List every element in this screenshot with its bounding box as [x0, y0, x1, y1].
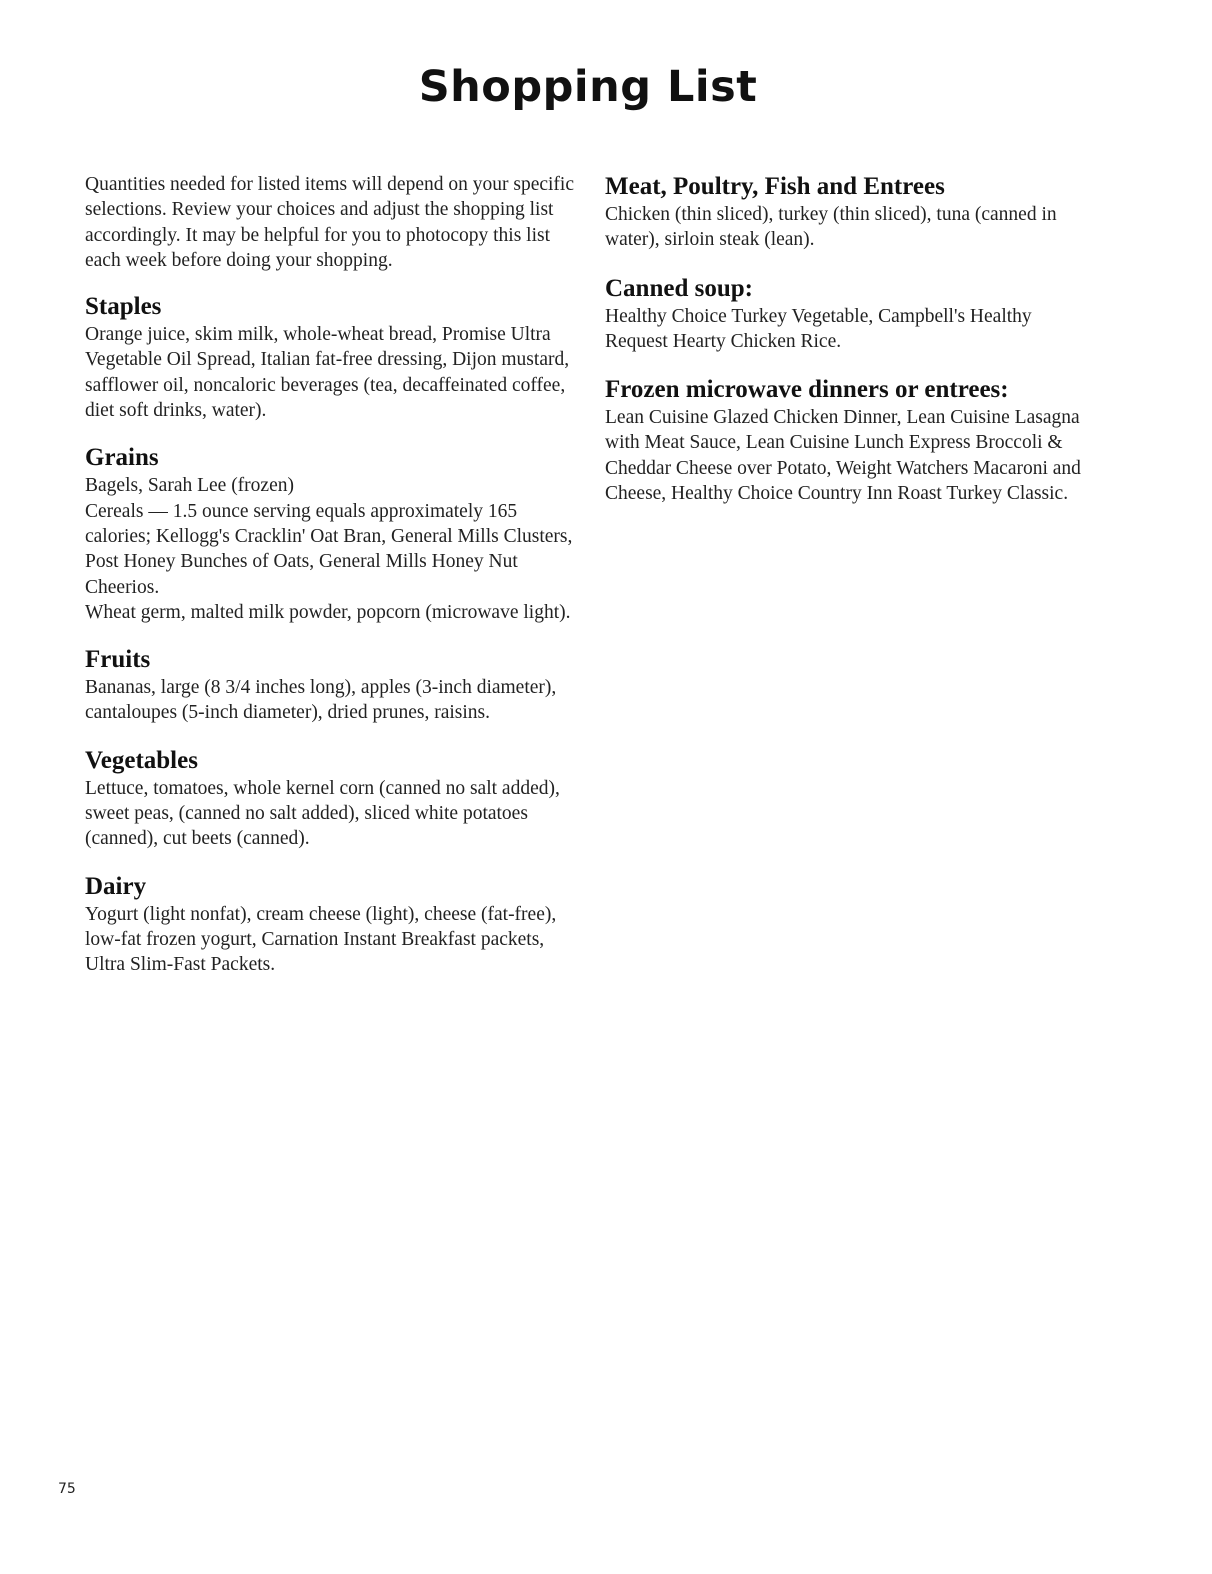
- section-canned-soup: [605, 274, 1095, 355]
- section-text: Bagels, Sarah Lee (frozen): [85, 475, 294, 497]
- section-grains: [85, 443, 575, 625]
- right-column: [605, 172, 1095, 527]
- section-heading: Frozen microwave dinners or entrees:: [605, 376, 1009, 404]
- section-dairy: [85, 872, 575, 978]
- section-staples: [85, 292, 575, 423]
- intro-paragraph: Quantities needed for listed items will depend on your specific selections. Review your choices and adjust the shopping list accordingly. It may be helpful for you to photocopy this list each week before doing your shopping.: [85, 174, 574, 271]
- section-heading: Dairy: [85, 872, 147, 900]
- page-title: Shopping List: [418, 62, 758, 112]
- section-frozen-dinners: [605, 375, 1095, 506]
- left-column: [85, 172, 575, 998]
- section-heading: Meat, Poultry, Fish and Entrees: [605, 173, 945, 200]
- section-vegetables: [85, 746, 575, 852]
- section-heading: Canned soup:: [605, 274, 753, 302]
- section-text: Wheat germ, malted milk powder, popcorn (microwave light).: [85, 601, 571, 623]
- page-number: 75: [58, 1481, 76, 1497]
- section-text: Lettuce, tomatoes, whole kernel corn (canned no salt added), sweet peas, (canned no salt added), sliced white potatoes (canned), cut beets (canned).: [85, 777, 560, 850]
- section-text: Chicken (thin sliced), turkey (thin sliced), tuna (canned in water), sirloin steak (lean).: [605, 204, 1057, 251]
- section-text: Cereals — 1.5 ounce serving equals approximately 165 calories; Kellogg's Cracklin' Oat Bran, General Mills Clusters, Post Honey Bunches of Oats, General Mills Honey Nut Cheerios.: [85, 500, 573, 598]
- section-heading: Staples: [85, 293, 162, 321]
- section-heading: Fruits: [85, 646, 151, 674]
- section-text: Bananas, large (8 3/4 inches long), apples (3-inch diameter), cantaloupes (5-inch diameter), dried prunes, raisins.: [85, 677, 557, 724]
- section-meat-poultry-fish: [605, 172, 1095, 253]
- section-text: Lean Cuisine Glazed Chicken Dinner, Lean Cuisine Lasagna with Meat Sauce, Lean Cuisine Lunch Express Broccoli & Cheddar Cheese over Potato, Weight Watchers Macaroni and Cheese, Healthy Choice Country Inn Roast Turkey Classic.: [605, 407, 1081, 505]
- section-text: Healthy Choice Turkey Vegetable, Campbell's Healthy Request Hearty Chicken Rice.: [605, 305, 1032, 352]
- section-fruits: [85, 645, 575, 726]
- section-heading: Vegetables: [85, 746, 198, 774]
- section-heading: Grains: [85, 444, 159, 472]
- section-text: Yogurt (light nonfat), cream cheese (light), cheese (fat-free), low-fat frozen yogurt, Carnation Instant Breakfast packets, Ultra Slim-Fast Packets.: [85, 903, 557, 976]
- section-text: Orange juice, skim milk, whole-wheat bread, Promise Ultra Vegetable Oil Spread, Italian fat-free dressing, Dijon mustard, safflower oil, noncaloric beverages (tea, decaffeinated coffee, diet soft drinks, water).: [85, 324, 570, 422]
